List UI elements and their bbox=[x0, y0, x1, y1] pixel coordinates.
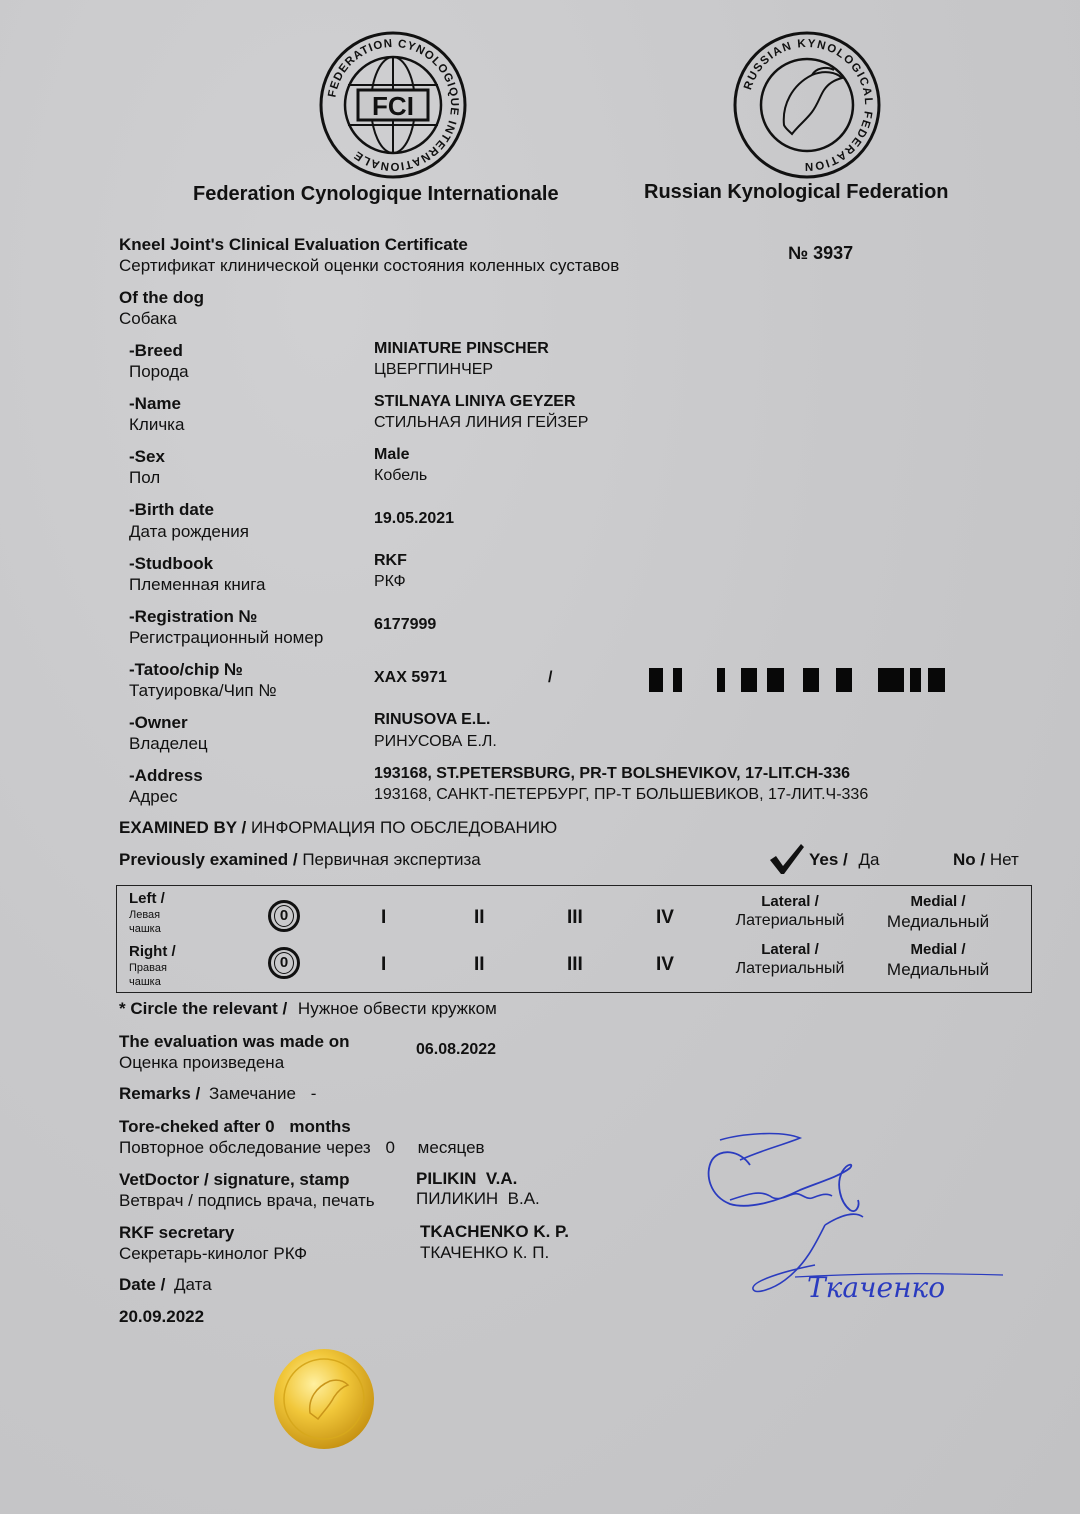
field-value: 6177999 bbox=[374, 616, 437, 633]
lateral-ru: Латериальный bbox=[735, 960, 845, 977]
examined-ru: ИНФОРМАЦИЯ ПО ОБСЛЕДОВАНИЮ bbox=[250, 818, 558, 837]
fci-logo bbox=[318, 30, 468, 185]
right-label-en: Right / bbox=[129, 943, 176, 960]
certificate-title-en: Kneel Joint's Clinical Evaluation Certificate bbox=[119, 235, 468, 254]
field-label-ru: Пол bbox=[129, 468, 161, 487]
previously-examined bbox=[119, 850, 481, 870]
fci-org-name: Federation Cynologique Internationale bbox=[193, 183, 559, 205]
checkmark-icon bbox=[768, 842, 806, 881]
vet-name: PILIKIN V.A. bbox=[416, 1169, 518, 1188]
field-label-ru: Владелец bbox=[129, 734, 208, 753]
field-value: XAX 5971 bbox=[374, 669, 447, 686]
secretary-label-en: RKF secretary bbox=[119, 1223, 235, 1242]
field-value: RKF bbox=[374, 552, 407, 569]
circle-note bbox=[119, 999, 497, 1019]
field-value-ru: СТИЛЬНАЯ ЛИНИЯ ГЕЙЗЕР bbox=[374, 414, 589, 431]
field-label-ru: Адрес bbox=[129, 787, 178, 806]
field-value-ru: Кобель bbox=[374, 467, 428, 484]
field-label-ru: Племенная книга bbox=[129, 575, 266, 594]
medial-en: Medial / bbox=[910, 893, 966, 910]
left-grade-iii: III bbox=[567, 907, 583, 928]
recheck-en bbox=[119, 1116, 351, 1137]
svg-text:FEDERATION CYNOLOGIQUE INTERNA: FEDERATION CYNOLOGIQUE INTERNATIONALE bbox=[326, 37, 461, 173]
right-grade-zero: 0 bbox=[274, 952, 294, 974]
secretary-name: TKACHENKO K. P. bbox=[420, 1222, 569, 1241]
field-label-ru: Регистрационный номер bbox=[129, 628, 324, 647]
chip-separator: / bbox=[548, 669, 553, 686]
evaluation-en: The evaluation was made on bbox=[119, 1032, 350, 1051]
remarks-ru: Замечание bbox=[209, 1084, 296, 1103]
examined-heading bbox=[119, 818, 557, 838]
medial-en: Medial / bbox=[910, 941, 966, 958]
dog-section-en: Of the dog bbox=[119, 288, 204, 307]
rkf-emblem-icon bbox=[732, 30, 882, 180]
recheck-ru-suffix: месяцев bbox=[417, 1138, 485, 1157]
field-label-ru: Татуировка/Чип № bbox=[129, 681, 277, 700]
fci-emblem-icon bbox=[318, 30, 468, 180]
left-label-en: Left / bbox=[129, 890, 165, 907]
secretary-label-ru: Секретарь-кинолог РКФ bbox=[119, 1244, 308, 1263]
right-grade-zero-circled bbox=[268, 947, 300, 979]
rkf-logo bbox=[732, 30, 882, 185]
field-label-en: -Name bbox=[129, 394, 181, 413]
right-label-ru-2: чашка bbox=[129, 976, 161, 988]
gold-seal bbox=[272, 1347, 376, 1456]
yes-ru: Да bbox=[858, 850, 880, 869]
secretary-name-ru: ТКАЧЕНКО К. П. bbox=[420, 1243, 550, 1262]
field-value: 193168, ST.PETERSBURG, PR-T BOLSHEVIKOV, 17-LIT.CH-336 bbox=[374, 765, 850, 782]
rkf-org-name: Russian Kynological Federation bbox=[644, 181, 949, 203]
field-label-en: -Tatoo/chip № bbox=[129, 660, 244, 679]
left-grade-zero: 0 bbox=[274, 905, 294, 927]
lateral-ru: Латериальный bbox=[735, 912, 845, 929]
field-value: RINUSOVA E.L. bbox=[374, 711, 491, 728]
recheck-en-suffix: months bbox=[289, 1117, 351, 1136]
recheck-ru-value: 0 bbox=[385, 1138, 395, 1157]
recheck-en-prefix: Tore-cheked after bbox=[119, 1117, 261, 1136]
lateral-en: Lateral / bbox=[761, 941, 819, 958]
field-label-en: -Registration № bbox=[129, 607, 258, 626]
field-label-ru: Дата рождения bbox=[129, 522, 249, 541]
left-grade-zero-circled bbox=[268, 900, 300, 932]
left-grade-iv: IV bbox=[656, 907, 674, 928]
no-ru: Нет bbox=[989, 850, 1019, 869]
yes-option bbox=[809, 850, 879, 870]
field-value: MINIATURE PINSCHER bbox=[374, 340, 549, 357]
field-label-ru: Кличка bbox=[129, 415, 185, 434]
right-grade-i: I bbox=[381, 954, 387, 975]
remarks-en: Remarks / bbox=[119, 1084, 201, 1103]
dog-section-ru: Собака bbox=[119, 309, 177, 328]
field-label-ru: Порода bbox=[129, 362, 189, 381]
certificate-number: № 3937 bbox=[788, 243, 854, 263]
lateral-en: Lateral / bbox=[761, 893, 819, 910]
recheck-ru bbox=[119, 1137, 485, 1158]
left-label-ru-2: чашка bbox=[129, 923, 161, 935]
svg-text:Ткаченко: Ткаченко bbox=[807, 1271, 946, 1304]
recheck-en-value: 0 bbox=[265, 1117, 275, 1136]
field-value: Male bbox=[374, 446, 410, 463]
svg-text:FCI: FCI bbox=[372, 91, 414, 121]
vet-label-en: VetDoctor / signature, stamp bbox=[119, 1170, 350, 1189]
medial-ru: Медиальный bbox=[886, 960, 990, 979]
left-label-ru-1: Левая bbox=[129, 909, 161, 921]
no-option bbox=[953, 850, 1019, 870]
right-lateral bbox=[735, 941, 845, 978]
date-label bbox=[119, 1275, 212, 1295]
field-value-ru: ЦВЕРГПИНЧЕР bbox=[374, 361, 494, 378]
left-lateral bbox=[735, 893, 845, 930]
field-label-en: -Owner bbox=[129, 713, 188, 732]
left-grade-i: I bbox=[381, 907, 387, 928]
right-grade-ii: II bbox=[474, 954, 485, 975]
evaluation-date: 06.08.2022 bbox=[416, 1041, 497, 1058]
field-value-ru: РИНУСОВА Е.Л. bbox=[374, 733, 497, 750]
medial-ru: Медиальный bbox=[886, 912, 990, 931]
date-label-ru: Дата bbox=[174, 1275, 212, 1294]
no-en: No / bbox=[953, 850, 986, 869]
remarks-value: - bbox=[310, 1084, 317, 1103]
circle-note-en: * Circle the relevant / bbox=[119, 999, 288, 1018]
right-grade-iii: III bbox=[567, 954, 583, 975]
date-label-en: Date / bbox=[119, 1275, 166, 1294]
vet-label-ru: Ветврач / подпись врача, печать bbox=[119, 1191, 375, 1210]
secretary-signature bbox=[745, 1205, 1010, 1320]
vet-name-ru: ПИЛИКИН В.А. bbox=[416, 1189, 540, 1208]
left-grade-ii: II bbox=[474, 907, 485, 928]
evaluation-ru: Оценка произведена bbox=[119, 1053, 285, 1072]
previously-en: Previously examined / bbox=[119, 850, 298, 869]
left-medial bbox=[882, 893, 994, 932]
svg-text:RUSSIAN KYNOLOGICAL FEDERATION: RUSSIAN KYNOLOGICAL FEDERATION bbox=[742, 37, 875, 173]
field-label-en: -Studbook bbox=[129, 554, 214, 573]
field-value: STILNAYA LINIYA GEYZER bbox=[374, 393, 576, 410]
right-medial bbox=[882, 941, 994, 980]
yes-en: Yes / bbox=[809, 850, 848, 869]
field-label-en: -Breed bbox=[129, 341, 183, 360]
field-label-en: -Birth date bbox=[129, 500, 214, 519]
field-label-en: -Sex bbox=[129, 447, 165, 466]
field-label-en: -Address bbox=[129, 766, 203, 785]
field-value-ru: РКФ bbox=[374, 573, 406, 590]
seal-icon bbox=[272, 1347, 376, 1451]
right-grade-iv: IV bbox=[656, 954, 674, 975]
previously-ru: Первичная экспертиза bbox=[302, 850, 481, 869]
date-value: 20.09.2022 bbox=[119, 1307, 205, 1326]
examined-en: EXAMINED BY / bbox=[119, 818, 247, 837]
recheck-ru-prefix: Повторное обследование через bbox=[119, 1138, 371, 1157]
circle-note-ru: Нужное обвести кружком bbox=[297, 999, 497, 1018]
field-value-ru: 193168, САНКТ-ПЕТЕРБУРГ, ПР-Т БОЛЬШЕВИКОВ, 17-ЛИТ.Ч-336 bbox=[374, 786, 869, 803]
field-value: 19.05.2021 bbox=[374, 510, 455, 527]
certificate-title-ru: Сертификат клинической оценки состояния коленных суставов bbox=[119, 256, 620, 275]
right-label-ru-1: Правая bbox=[129, 962, 167, 974]
remarks bbox=[119, 1084, 316, 1104]
